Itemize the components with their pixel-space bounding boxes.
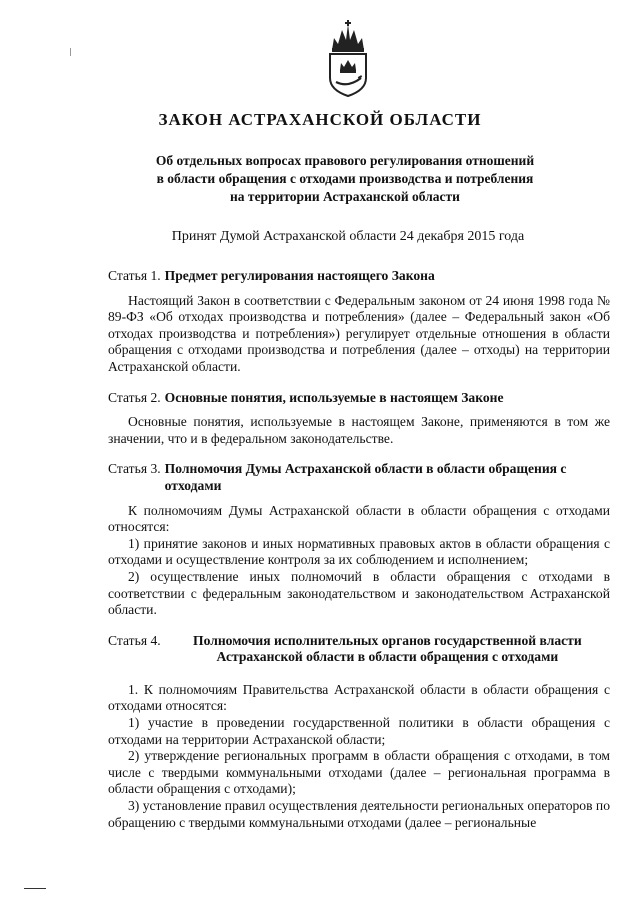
adoption-statement: Принят Думой Астраханской области 24 декабря 2015 года [171, 229, 525, 244]
article-paragraph: 1) участие в проведении государственной политики в области обращения с отходами на территории Астраханской области; [108, 715, 610, 747]
article-label: Статья 4. [108, 632, 161, 648]
subtitle-line: Об отдельных вопросах правового регулирования отношений [155, 153, 535, 168]
article-paragraph: 3) установление правил осуществления деятельности региональных операторов по обращению с твердыми коммунальными отходами (далее – региональные [108, 798, 610, 830]
spacer [108, 674, 610, 682]
subtitle-line: на территории Астраханской области [230, 189, 460, 204]
article-heading [108, 633, 610, 666]
article-heading [108, 390, 610, 407]
article-paragraph: Основные понятия, используемые в настоящем Законе, применяются в том же значении, что и в федеральном законодательстве. [108, 414, 610, 446]
article-paragraph: 2) утверждение региональных программ в области обращения с отходами, в том числе с твердыми коммунальными отходами (далее – региональная программа в области обращения с отходами); [108, 748, 610, 797]
law-body [108, 268, 610, 831]
article-title: Предмет регулирования настоящего Закона [164, 268, 435, 283]
coat-of-arms-icon [324, 20, 372, 98]
law-title: ЗАКОН АСТРАХАНСКОЙ ОБЛАСТИ [158, 110, 482, 129]
article-label: Статья 1. [108, 268, 161, 283]
subtitle-line: в области обращения с отходами производства и потребления [156, 171, 534, 186]
article-heading [108, 268, 610, 285]
article-label: Статья 2. [108, 389, 161, 405]
scan-mark [70, 48, 71, 56]
article-label: Статья 3. [108, 461, 161, 477]
article-title: Основные понятия, используемые в настоящем Законе [164, 389, 504, 405]
article-heading [108, 461, 610, 494]
footnote-rule [24, 888, 46, 889]
article-paragraph: 1. К полномочиям Правительства Астраханской области в области обращения с отходами относятся: [108, 681, 610, 714]
article-title: Полномочия Думы Астраханской области в области обращения с отходами [164, 461, 567, 493]
law-subtitle [100, 152, 590, 206]
article-paragraph: К полномочиям Думы Астраханской области в области обращения с отходами относятся: [108, 502, 610, 535]
article-paragraph: Настоящий Закон в соответствии с Федеральным законом от 24 июня 1998 года № 89-ФЗ «Об отходах производства и потребления» (далее – Федеральный закон «Об отходах производства и потребления») регулирует отдельные отношения в области обращения с отходами производства и потребления (далее – отходы) на территории Астраханской области. [108, 292, 610, 374]
article-paragraph: 2) осуществление иных полномочий в области обращения с отходами в соответствии с федеральным законодательством и законодательством Астраханской области. [108, 568, 610, 618]
article-paragraph: 1) принятие законов и иных нормативных правовых актов в области обращения с отходами и осуществление контроля за их соблюдением и исполнением; [108, 535, 610, 568]
article-title: Полномочия исполнительных органов государственной власти Астраханской области в области обращения с отходами [193, 632, 582, 665]
